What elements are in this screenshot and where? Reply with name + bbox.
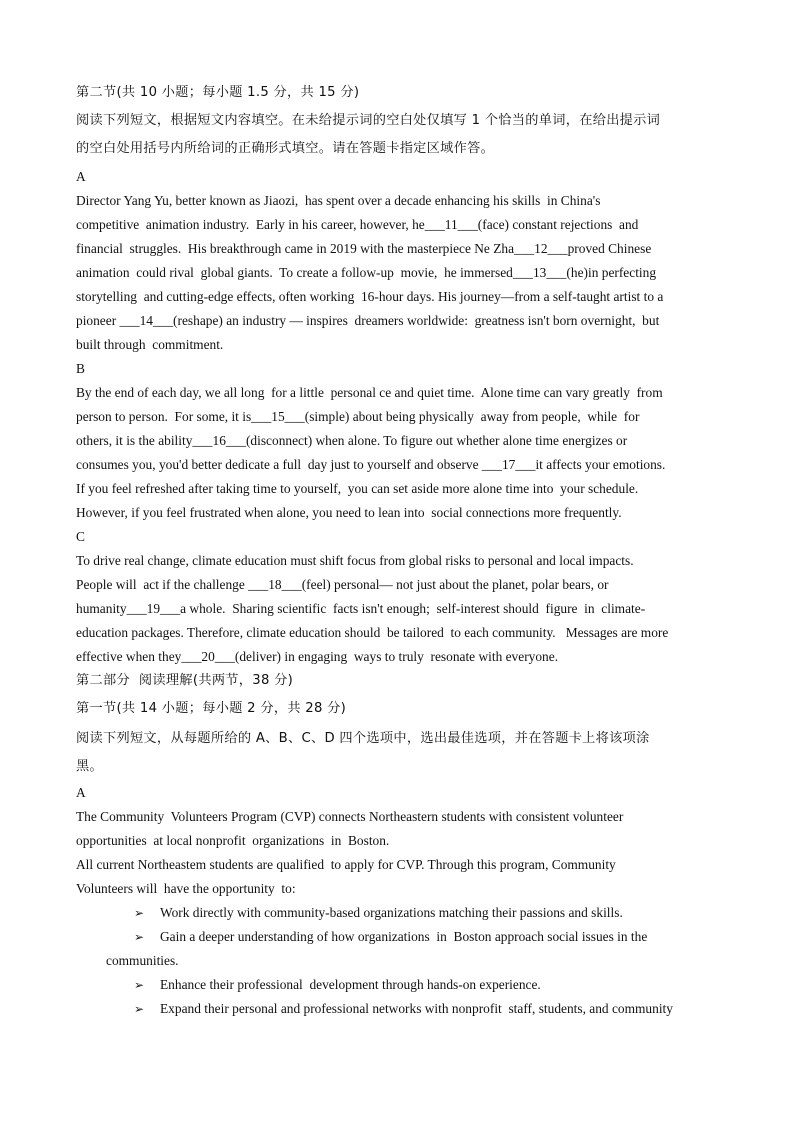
passage-a-line: pioneer ___14___(reshape) an industry — inspires dreamers worldwide: greatness isn't born overnight, but [76,313,660,328]
reading-a-line: Volunteers will have the opportunity to: [76,881,296,896]
section-2-instruction-line-2: 的空白处用括号内所给词的正确形式填空。请在答题卡指定区域作答。 [76,141,495,156]
bullet-item: Expand their personal and professional networks with nonprofit staff, students, and community [160,1001,673,1016]
passage-b-line: consumes you, you'd better dedicate a full day just to yourself and observe ___17___it affects your emotions. [76,457,666,472]
passage-c-line: education packages. Therefore, climate education should be tailored to each community. Messages are more [76,625,669,640]
bullet-item: Gain a deeper understanding of how organizations in Boston approach social issues in the [160,929,648,944]
passage-a-line: storytelling and cutting-edge effects, often working 16-hour days. His journey—from a self-taught artist to a [76,289,664,304]
passage-a-label: A [76,169,86,184]
part-2-instruction-line-2: 黑。 [76,759,103,774]
passage-a-line: competitive animation industry. Early in his career, however, he___11___(face) constant rejections and [76,217,639,232]
passage-b-line: By the end of each day, we all long for a little personal ce and quiet time. Alone time can vary greatly from [76,385,663,400]
part-2-header: 第二部分 阅读理解(共两节，38 分) [76,673,294,688]
bullet-arrow-icon: ➢ [134,906,145,920]
reading-a-line: All current Northeastem students are qualified to apply for CVP. Through this program, Community [76,857,616,872]
section-2-instruction-line-1: 阅读下列短文，根据短文内容填空。在未给提示词的空白处仅填写 1 个恰当的单词，在给出提示词 [76,113,661,128]
passage-a-line: animation could rival global giants. To create a follow-up movie, he immersed___13___(he)in perfecting [76,265,657,280]
reading-a-line: The Community Volunteers Program (CVP) connects Northeastern students with consistent volunteer [76,809,624,824]
bullet-item: Enhance their professional development through hands-on experience. [160,977,541,992]
part-2-instruction-line-1: 阅读下列短文，从每题所给的 A、B、C、D 四个选项中，选出最佳选项，并在答题卡上将该项涂 [76,731,650,746]
passage-b-label: B [76,361,85,376]
bullet-arrow-icon: ➢ [134,1002,145,1016]
passage-c-label: C [76,529,85,544]
passage-b-line: person to person. For some, it is___15___(simple) about being physically away from people, while for [76,409,640,424]
bullet-arrow-icon: ➢ [134,978,145,992]
bullet-item: Work directly with community-based organizations matching their passions and skills. [160,905,623,920]
bullet-arrow-icon: ➢ [134,930,145,944]
passage-c-line: effective when they___20___(deliver) in engaging ways to truly resonate with everyone. [76,649,559,664]
passage-c-line: humanity___19___a whole. Sharing scientific facts isn't enough; self-interest should figure in climate- [76,601,646,616]
passage-b-line: If you feel refreshed after taking time to yourself, you can set aside more alone time into your schedule. [76,481,639,496]
section-2-header: 第二节(共 10 小题；每小题 1.5 分，共 15 分) [76,85,360,100]
passage-a-line: financial struggles. His breakthrough came in 2019 with the masterpiece Ne Zha___12___proved Chinese [76,241,652,256]
reading-a-label: A [76,785,86,800]
passage-a-line: built through commitment. [76,337,224,352]
passage-a-line: Director Yang Yu, better known as Jiaozi, has spent over a decade enhancing his skills in China's [76,193,601,208]
passage-c-line: People will act if the challenge ___18___(feel) personal— not just about the planet, polar bears, or [76,577,609,592]
part-2-section-1-header: 第一节(共 14 小题；每小题 2 分，共 28 分) [76,701,347,716]
bullet-item-continuation: communities. [106,953,179,968]
reading-a-line: opportunities at local nonprofit organizations in Boston. [76,833,390,848]
passage-b-line: However, if you feel frustrated when alone, you need to lean into social connections more frequently. [76,505,622,520]
passage-c-line: To drive real change, climate education must shift focus from global risks to personal and local impacts. [76,553,634,568]
passage-b-line: others, it is the ability___16___(disconnect) when alone. To figure out whether alone time energizes or [76,433,628,448]
